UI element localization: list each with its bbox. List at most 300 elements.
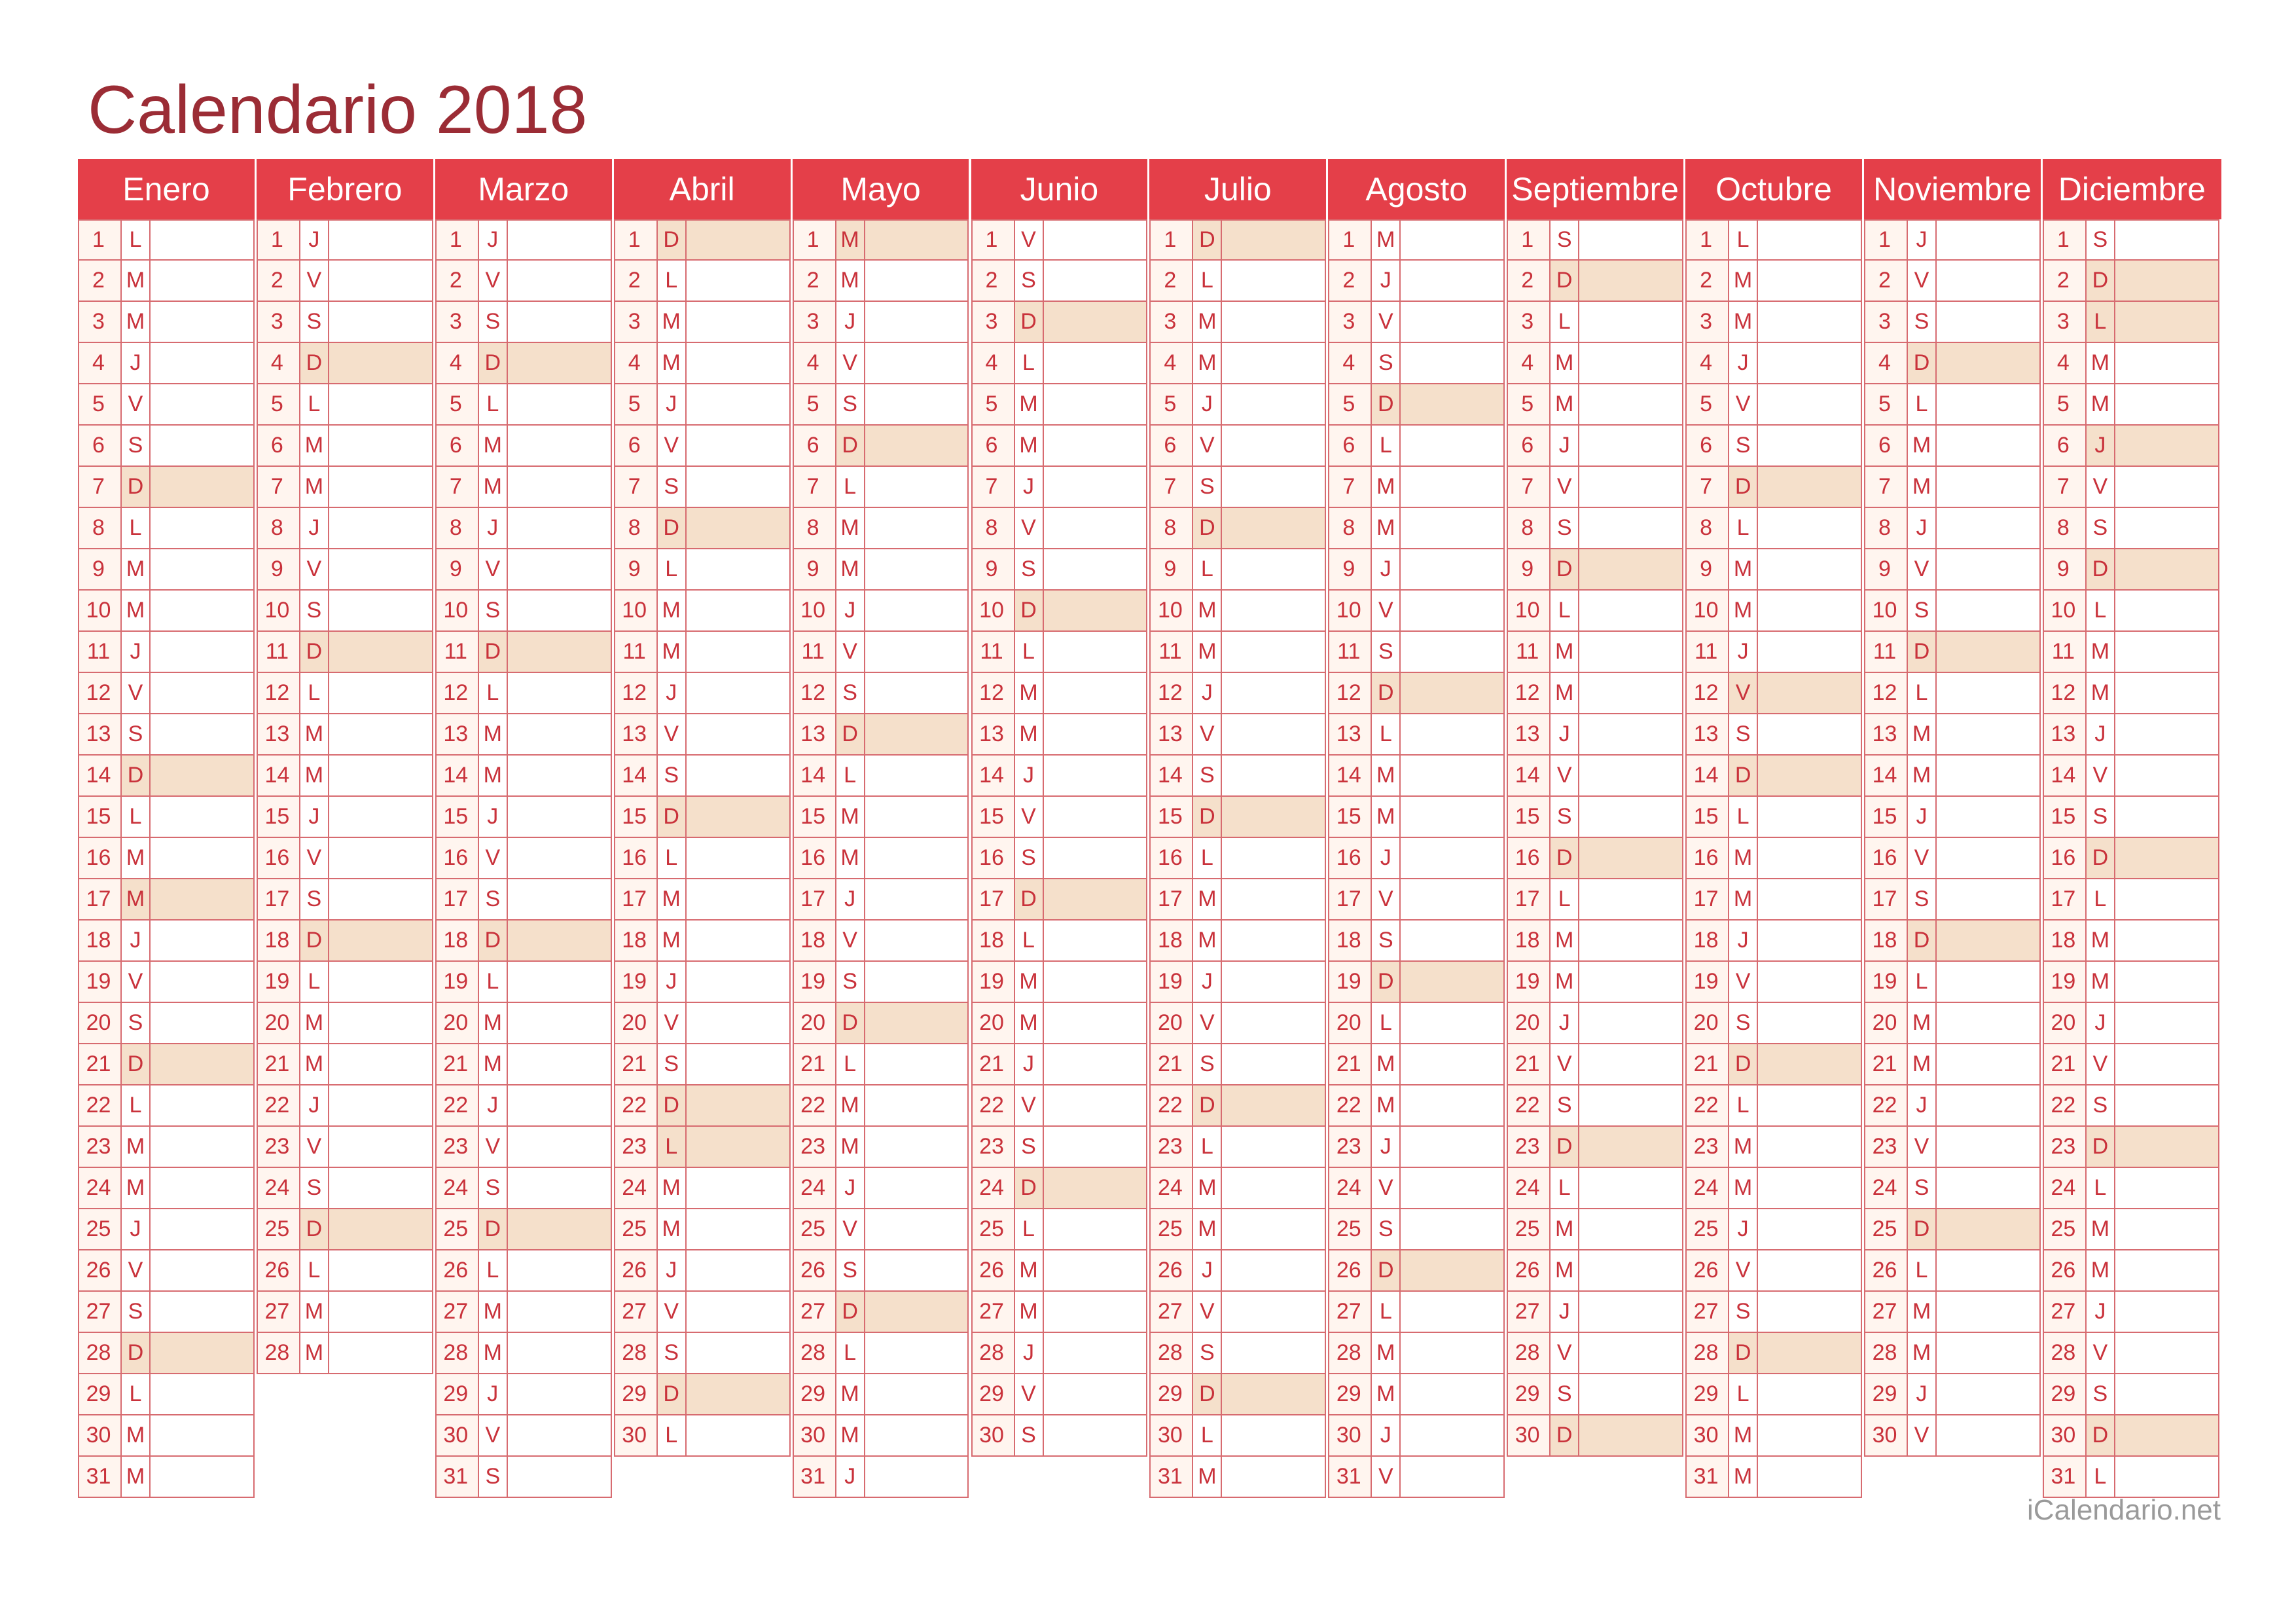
day-number: 17 xyxy=(1151,879,1193,919)
day-row xyxy=(793,1333,969,1374)
day-number: 8 xyxy=(1865,508,1908,548)
weekday-letter: M xyxy=(1193,302,1222,342)
day-number: 23 xyxy=(1687,1127,1729,1167)
day-row xyxy=(78,1044,255,1085)
day-number: 18 xyxy=(1687,921,1729,960)
day-row xyxy=(1149,921,1326,962)
day-row xyxy=(2043,508,2219,549)
day-row xyxy=(1149,1127,1326,1168)
notes-cell xyxy=(508,343,611,383)
day-number: 13 xyxy=(258,714,300,754)
weekday-letter: S xyxy=(122,1003,151,1043)
notes-cell xyxy=(1758,756,1861,795)
notes-cell xyxy=(1758,343,1861,383)
day-row xyxy=(257,1003,433,1044)
day-number: 15 xyxy=(794,797,836,837)
day-number: 3 xyxy=(1151,302,1193,342)
notes-cell xyxy=(1044,591,1147,630)
day-number: 30 xyxy=(1865,1415,1908,1455)
day-row xyxy=(614,426,791,467)
weekday-letter: J xyxy=(836,591,865,630)
day-number: 19 xyxy=(973,962,1015,1002)
day-row xyxy=(1685,1415,1862,1457)
weekday-letter: J xyxy=(300,797,329,837)
day-row xyxy=(257,962,433,1003)
notes-cell xyxy=(1937,1374,2039,1414)
day-number: 8 xyxy=(1329,508,1372,548)
notes-cell xyxy=(1401,1003,1503,1043)
day-number: 8 xyxy=(79,508,122,548)
day-number: 23 xyxy=(1151,1127,1193,1167)
notes-cell xyxy=(1937,756,2039,795)
notes-cell xyxy=(1758,221,1861,259)
day-number: 6 xyxy=(437,426,479,465)
notes-cell xyxy=(508,591,611,630)
notes-cell xyxy=(865,714,968,754)
day-row xyxy=(257,384,433,426)
weekday-letter: L xyxy=(2087,591,2115,630)
notes-cell xyxy=(1937,797,2039,837)
weekday-letter: D xyxy=(836,426,865,465)
day-row xyxy=(2043,1168,2219,1209)
notes-cell xyxy=(2115,632,2218,672)
day-row xyxy=(1328,1209,1505,1250)
day-row xyxy=(614,879,791,921)
weekday-letter: D xyxy=(479,632,508,672)
notes-cell xyxy=(687,343,789,383)
day-row xyxy=(1328,838,1505,879)
day-number: 27 xyxy=(258,1292,300,1332)
notes-cell xyxy=(508,1292,611,1332)
weekday-letter: V xyxy=(836,343,865,383)
day-number: 19 xyxy=(258,962,300,1002)
day-row xyxy=(435,921,612,962)
day-row xyxy=(1864,1415,2041,1457)
weekday-letter: M xyxy=(1372,797,1401,837)
weekday-letter: M xyxy=(122,1127,151,1167)
day-number: 27 xyxy=(615,1292,658,1332)
weekday-letter: V xyxy=(1908,549,1937,589)
day-number: 4 xyxy=(794,343,836,383)
day-number: 6 xyxy=(1151,426,1193,465)
weekday-letter: V xyxy=(122,962,151,1002)
notes-cell xyxy=(1401,714,1503,754)
notes-cell xyxy=(1937,467,2039,507)
day-row xyxy=(1149,962,1326,1003)
day-number: 16 xyxy=(1151,838,1193,878)
day-number: 5 xyxy=(258,384,300,424)
day-row xyxy=(971,261,1148,302)
day-row xyxy=(1507,426,1683,467)
day-row xyxy=(78,879,255,921)
day-row xyxy=(78,921,255,962)
day-number: 3 xyxy=(1687,302,1729,342)
weekday-letter: M xyxy=(1015,384,1044,424)
day-number: 5 xyxy=(794,384,836,424)
notes-cell xyxy=(1044,426,1147,465)
notes-cell xyxy=(151,1292,253,1332)
notes-cell xyxy=(508,1415,611,1455)
notes-cell xyxy=(1758,549,1861,589)
notes-cell xyxy=(151,1085,253,1125)
notes-cell xyxy=(151,384,253,424)
day-row xyxy=(78,1292,255,1333)
day-number: 11 xyxy=(437,632,479,672)
day-row xyxy=(2043,1003,2219,1044)
weekday-letter: D xyxy=(1729,756,1758,795)
notes-cell xyxy=(1222,384,1325,424)
day-row xyxy=(1685,467,1862,508)
day-number: 10 xyxy=(1151,591,1193,630)
day-number: 28 xyxy=(615,1333,658,1373)
day-number: 10 xyxy=(1329,591,1372,630)
weekday-letter: M xyxy=(2087,1250,2115,1290)
day-number: 11 xyxy=(258,632,300,672)
day-row xyxy=(1149,1250,1326,1292)
day-number: 8 xyxy=(615,508,658,548)
weekday-letter: M xyxy=(1015,714,1044,754)
day-number: 13 xyxy=(1508,714,1551,754)
weekday-letter: M xyxy=(1908,714,1937,754)
notes-cell xyxy=(329,426,432,465)
day-number: 8 xyxy=(1687,508,1729,548)
day-number: 19 xyxy=(79,962,122,1002)
weekday-letter: J xyxy=(1729,921,1758,960)
day-number: 30 xyxy=(2044,1415,2087,1455)
day-row xyxy=(78,384,255,426)
weekday-letter: M xyxy=(1193,1457,1222,1497)
weekday-letter: V xyxy=(1372,879,1401,919)
day-row xyxy=(1149,1333,1326,1374)
day-row xyxy=(1507,219,1683,261)
day-number: 26 xyxy=(1687,1250,1729,1290)
day-row xyxy=(435,962,612,1003)
day-number: 7 xyxy=(437,467,479,507)
day-row xyxy=(971,1374,1148,1415)
notes-cell xyxy=(1937,1085,2039,1125)
weekday-letter: L xyxy=(1551,302,1579,342)
weekday-letter: D xyxy=(122,1333,151,1373)
weekday-letter: L xyxy=(1193,549,1222,589)
weekday-letter: S xyxy=(1729,426,1758,465)
weekday-letter: L xyxy=(122,508,151,548)
notes-cell xyxy=(1044,1085,1147,1125)
day-row xyxy=(257,632,433,673)
day-number: 22 xyxy=(615,1085,658,1125)
notes-cell xyxy=(1222,302,1325,342)
month-header: Septiembre xyxy=(1507,159,1685,219)
day-row xyxy=(1507,673,1683,714)
day-number: 17 xyxy=(1865,879,1908,919)
day-row xyxy=(257,673,433,714)
weekday-letter: D xyxy=(1729,1044,1758,1084)
weekday-letter: S xyxy=(2087,1085,2115,1125)
weekday-letter: L xyxy=(300,384,329,424)
weekday-letter: M xyxy=(1551,921,1579,960)
weekday-letter: V xyxy=(479,261,508,301)
day-number: 23 xyxy=(973,1127,1015,1167)
notes-cell xyxy=(1579,797,1682,837)
day-number: 9 xyxy=(794,549,836,589)
weekday-letter: M xyxy=(122,302,151,342)
day-row xyxy=(78,591,255,632)
day-row xyxy=(614,838,791,879)
day-row xyxy=(614,797,791,838)
notes-cell xyxy=(1401,1292,1503,1332)
day-row xyxy=(1864,426,2041,467)
notes-cell xyxy=(1044,1127,1147,1167)
day-number: 2 xyxy=(79,261,122,301)
weekday-letter: M xyxy=(479,1292,508,1332)
day-row xyxy=(1864,673,2041,714)
day-number: 21 xyxy=(258,1044,300,1084)
day-row xyxy=(1507,591,1683,632)
day-number: 8 xyxy=(2044,508,2087,548)
day-number: 5 xyxy=(615,384,658,424)
month-header: Mayo xyxy=(793,159,971,219)
weekday-letter: V xyxy=(836,1209,865,1249)
weekday-letter: M xyxy=(1015,962,1044,1002)
weekday-letter: S xyxy=(658,467,687,507)
day-number: 7 xyxy=(79,467,122,507)
weekday-letter: V xyxy=(300,549,329,589)
day-number: 1 xyxy=(1151,221,1193,259)
notes-cell xyxy=(1937,549,2039,589)
day-number: 26 xyxy=(794,1250,836,1290)
notes-cell xyxy=(1044,838,1147,878)
weekday-letter: L xyxy=(1193,261,1222,301)
day-row xyxy=(971,673,1148,714)
notes-cell xyxy=(1758,632,1861,672)
day-row xyxy=(257,921,433,962)
day-number: 18 xyxy=(1329,921,1372,960)
day-row xyxy=(435,1127,612,1168)
notes-cell xyxy=(1579,1209,1682,1249)
notes-cell xyxy=(1579,962,1682,1002)
notes-cell xyxy=(865,261,968,301)
day-row xyxy=(1149,426,1326,467)
day-row xyxy=(257,838,433,879)
weekday-letter: M xyxy=(658,921,687,960)
day-row xyxy=(971,1250,1148,1292)
day-number: 21 xyxy=(2044,1044,2087,1084)
day-number: 7 xyxy=(1687,467,1729,507)
day-number: 10 xyxy=(437,591,479,630)
day-number: 16 xyxy=(794,838,836,878)
notes-cell xyxy=(1401,467,1503,507)
day-row xyxy=(793,797,969,838)
day-number: 29 xyxy=(437,1374,479,1414)
weekday-letter: J xyxy=(1193,384,1222,424)
day-number: 11 xyxy=(1329,632,1372,672)
day-row xyxy=(1685,879,1862,921)
day-number: 14 xyxy=(1151,756,1193,795)
weekday-letter: M xyxy=(836,1085,865,1125)
notes-cell xyxy=(1758,1168,1861,1208)
weekday-letter: L xyxy=(479,962,508,1002)
weekday-letter: J xyxy=(122,343,151,383)
day-row xyxy=(793,508,969,549)
day-number: 24 xyxy=(794,1168,836,1208)
notes-cell xyxy=(1222,1127,1325,1167)
day-number: 3 xyxy=(794,302,836,342)
day-row xyxy=(257,714,433,756)
weekday-letter: M xyxy=(1551,962,1579,1002)
day-row xyxy=(2043,1209,2219,1250)
weekday-letter: M xyxy=(1015,673,1044,713)
notes-cell xyxy=(2115,549,2218,589)
weekday-letter: J xyxy=(479,1374,508,1414)
weekday-letter: J xyxy=(479,1085,508,1125)
day-number: 20 xyxy=(79,1003,122,1043)
notes-cell xyxy=(329,1127,432,1167)
notes-cell xyxy=(1222,1085,1325,1125)
day-number: 18 xyxy=(973,921,1015,960)
day-number: 20 xyxy=(1687,1003,1729,1043)
weekday-letter: V xyxy=(1015,1374,1044,1414)
notes-cell xyxy=(865,343,968,383)
day-number: 23 xyxy=(1865,1127,1908,1167)
day-row xyxy=(435,797,612,838)
day-number: 24 xyxy=(615,1168,658,1208)
weekday-letter: M xyxy=(300,1333,329,1373)
day-row xyxy=(435,1003,612,1044)
weekday-letter: M xyxy=(1551,632,1579,672)
day-row xyxy=(1864,591,2041,632)
day-number: 24 xyxy=(1865,1168,1908,1208)
weekday-letter: J xyxy=(2087,426,2115,465)
day-number: 9 xyxy=(1329,549,1372,589)
weekday-letter: M xyxy=(1015,426,1044,465)
day-row xyxy=(257,797,433,838)
day-number: 23 xyxy=(615,1127,658,1167)
weekday-letter: M xyxy=(836,1415,865,1455)
day-number: 22 xyxy=(1329,1085,1372,1125)
day-number: 9 xyxy=(973,549,1015,589)
day-number: 20 xyxy=(615,1003,658,1043)
day-row xyxy=(1864,1168,2041,1209)
day-row xyxy=(1149,508,1326,549)
day-row xyxy=(1328,1333,1505,1374)
notes-cell xyxy=(329,1292,432,1332)
day-row xyxy=(435,384,612,426)
weekday-letter: M xyxy=(658,1168,687,1208)
weekday-letter: L xyxy=(658,549,687,589)
day-row xyxy=(78,1457,255,1498)
weekday-letter: D xyxy=(836,714,865,754)
weekday-letter: S xyxy=(300,879,329,919)
weekday-letter: M xyxy=(1372,508,1401,548)
day-row xyxy=(1507,384,1683,426)
day-row xyxy=(793,1003,969,1044)
notes-cell xyxy=(2115,302,2218,342)
day-row xyxy=(793,1044,969,1085)
day-row xyxy=(1864,1209,2041,1250)
notes-cell xyxy=(1579,343,1682,383)
notes-cell xyxy=(508,1333,611,1373)
day-number: 10 xyxy=(258,591,300,630)
weekday-letter: M xyxy=(1908,426,1937,465)
notes-cell xyxy=(508,921,611,960)
weekday-letter: L xyxy=(1729,1374,1758,1414)
notes-cell xyxy=(1222,261,1325,301)
day-row xyxy=(1685,302,1862,343)
notes-cell xyxy=(1937,591,2039,630)
weekday-letter: M xyxy=(1729,879,1758,919)
notes-cell xyxy=(1401,632,1503,672)
weekday-letter: M xyxy=(122,879,151,919)
weekday-letter: S xyxy=(1908,302,1937,342)
weekday-letter: S xyxy=(479,302,508,342)
day-row xyxy=(1507,1168,1683,1209)
day-row xyxy=(1507,508,1683,549)
weekday-letter: M xyxy=(122,1457,151,1497)
notes-cell xyxy=(2115,1457,2218,1497)
day-number: 1 xyxy=(258,221,300,259)
weekday-letter: S xyxy=(479,1457,508,1497)
day-row xyxy=(971,714,1148,756)
day-row xyxy=(1685,261,1862,302)
day-number: 18 xyxy=(258,921,300,960)
weekday-letter: J xyxy=(300,221,329,259)
notes-cell xyxy=(1401,756,1503,795)
day-row xyxy=(614,302,791,343)
day-row xyxy=(435,508,612,549)
day-number: 31 xyxy=(1151,1457,1193,1497)
weekday-letter: D xyxy=(1193,797,1222,837)
notes-cell xyxy=(2115,1085,2218,1125)
notes-cell xyxy=(687,384,789,424)
month-header: Julio xyxy=(1149,159,1328,219)
day-row xyxy=(1149,879,1326,921)
day-number: 29 xyxy=(794,1374,836,1414)
day-number: 6 xyxy=(1687,426,1729,465)
month-header: Junio xyxy=(971,159,1150,219)
notes-cell xyxy=(151,1415,253,1455)
day-row xyxy=(2043,426,2219,467)
day-row xyxy=(793,921,969,962)
notes-cell xyxy=(2115,1209,2218,1249)
day-row xyxy=(435,302,612,343)
day-number: 9 xyxy=(258,549,300,589)
weekday-letter: M xyxy=(1193,591,1222,630)
notes-cell xyxy=(151,1250,253,1290)
weekday-letter: V xyxy=(1015,1085,1044,1125)
notes-cell xyxy=(2115,1250,2218,1290)
notes-cell xyxy=(687,756,789,795)
notes-cell xyxy=(1401,879,1503,919)
day-number: 1 xyxy=(1865,221,1908,259)
notes-cell xyxy=(1937,879,2039,919)
notes-cell xyxy=(2115,838,2218,878)
day-number: 15 xyxy=(973,797,1015,837)
weekday-letter: L xyxy=(122,797,151,837)
day-number: 23 xyxy=(79,1127,122,1167)
day-number: 13 xyxy=(2044,714,2087,754)
day-number: 13 xyxy=(794,714,836,754)
notes-cell xyxy=(508,673,611,713)
day-number: 21 xyxy=(1329,1044,1372,1084)
notes-cell xyxy=(1937,1127,2039,1167)
notes-cell xyxy=(865,1292,968,1332)
notes-cell xyxy=(2115,797,2218,837)
weekday-letter: D xyxy=(1551,1415,1579,1455)
notes-cell xyxy=(151,302,253,342)
weekday-letter: D xyxy=(1908,632,1937,672)
notes-cell xyxy=(151,426,253,465)
day-number: 8 xyxy=(1508,508,1551,548)
day-number: 9 xyxy=(437,549,479,589)
